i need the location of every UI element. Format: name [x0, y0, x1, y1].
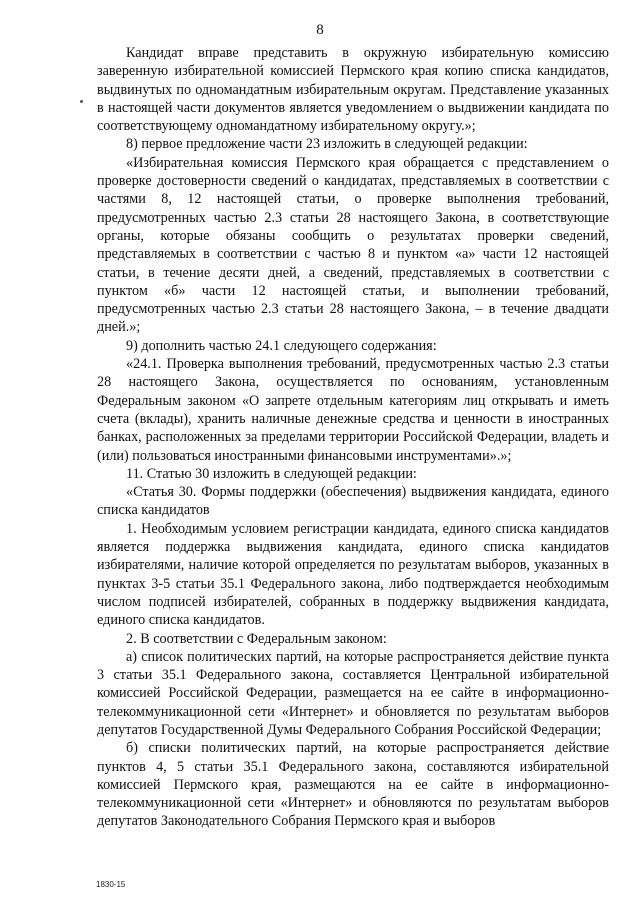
paragraph-candidate-copy: Кандидат вправе представить в окружную избирательную комиссию заверенную избирательной комиссией Пермского края копию списка кандидатов, выдвинутых по одномандатным избирательным округам. Представление указанных в настоящей части документов является уведомлением о выдвижении кандидата по соответствующему одномандатному избирательному округу.»;: [97, 45, 609, 135]
paragraph-item-11: 11. Статью 30 изложить в следующей редакции:: [126, 465, 417, 482]
paragraph-article-30-part-1: 1. Необходимым условием регистрации кандидата, единого списка кандидатов является поддержка выдвижения кандидата, единого списка кандидатов избирателями, наличие которой определяется по результатам выборов, указанных в пунктах 3-5 статьи 35.1 Федерального закона, либо подтверждается необходимым числом подписей избирателей, собранных в поддержку выдвижения кандидата, единого списка кандидатов.: [97, 520, 609, 629]
document-body: [97, 44, 609, 831]
paragraph-item-8: 8) первое предложение части 23 изложить в следующей редакции:: [126, 136, 528, 153]
paragraph-article-30-part-2: 2. В соответствии с Федеральным законом:: [126, 630, 387, 647]
paragraph-subitem-b: б) списки политических партий, на которые распространяется действие пунктов 4, 5 статьи 35.1 Федерального закона, составляются избирательной комиссией Пермского края, размещаются на ее сайте в информационно-телекоммуникационной сети «Интернет» и обновляются по результатам выборов депутатов Законодательного Собрания Пермского края и выборов: [97, 740, 609, 830]
page-number: 8: [316, 22, 324, 38]
paragraph-subitem-a: а) список политических партий, на которые распространяется действие пункта 3 статьи 35.1 Федерального закона, составляется Центральной избирательной комиссией Российской Федерации, размещается на ее сайте в информационно-телекоммуникационной сети «Интернет» и обновляется по результатам выборов депутатов Государственной Думы Федерального Собрания Российской Федерации;: [97, 648, 609, 738]
paragraph-part-24-1-text: «24.1. Проверка выполнения требований, предусмотренных частью 2.3 статьи 28 настоящего Закона, осуществляется по основаниям, установленным Федеральным законом «О запрете отдельным категориям лиц открывать и иметь счета (вклады), хранить наличные денежные средства и ценности в иностранных банках, расположенных за пределами территории Российской Федерации, владеть и (или) пользоваться иностранными финансовыми инструментами».»;: [97, 356, 609, 464]
paragraph-item-9: 9) дополнить частью 24.1 следующего содержания:: [126, 337, 437, 354]
paragraph-article-30-title: «Статья 30. Формы поддержки (обеспечения) выдвижения кандидата, единого списка кандидатов: [97, 484, 609, 519]
footer-code: 1830-15: [96, 880, 126, 889]
paragraph-part-23-text: «Избирательная комиссия Пермского края обращается с представлением о проверке достоверности сведений о кандидатах, представляемых в соответствии с частями 8, 12 настоящей статьи, о проверке выполнения требований, предусмотренных частью 2.3 статьи 28 настоящего Закона, в соответствующие органы, которые обязаны сообщить о результатах проверки сведений, представляемых в соответствии с частью 8 и пунктом «а» части 12 настоящей статьи, в течение десяти дней, а сведений, представляемых в соответствии с пунктом «б» части 12 настоящей статьи, и выполнении требований, предусмотренных частью 2.3 статьи 28 настоящего Закона, – в течение двадцати дней.»;: [97, 154, 609, 336]
margin-mark: [80, 100, 83, 103]
